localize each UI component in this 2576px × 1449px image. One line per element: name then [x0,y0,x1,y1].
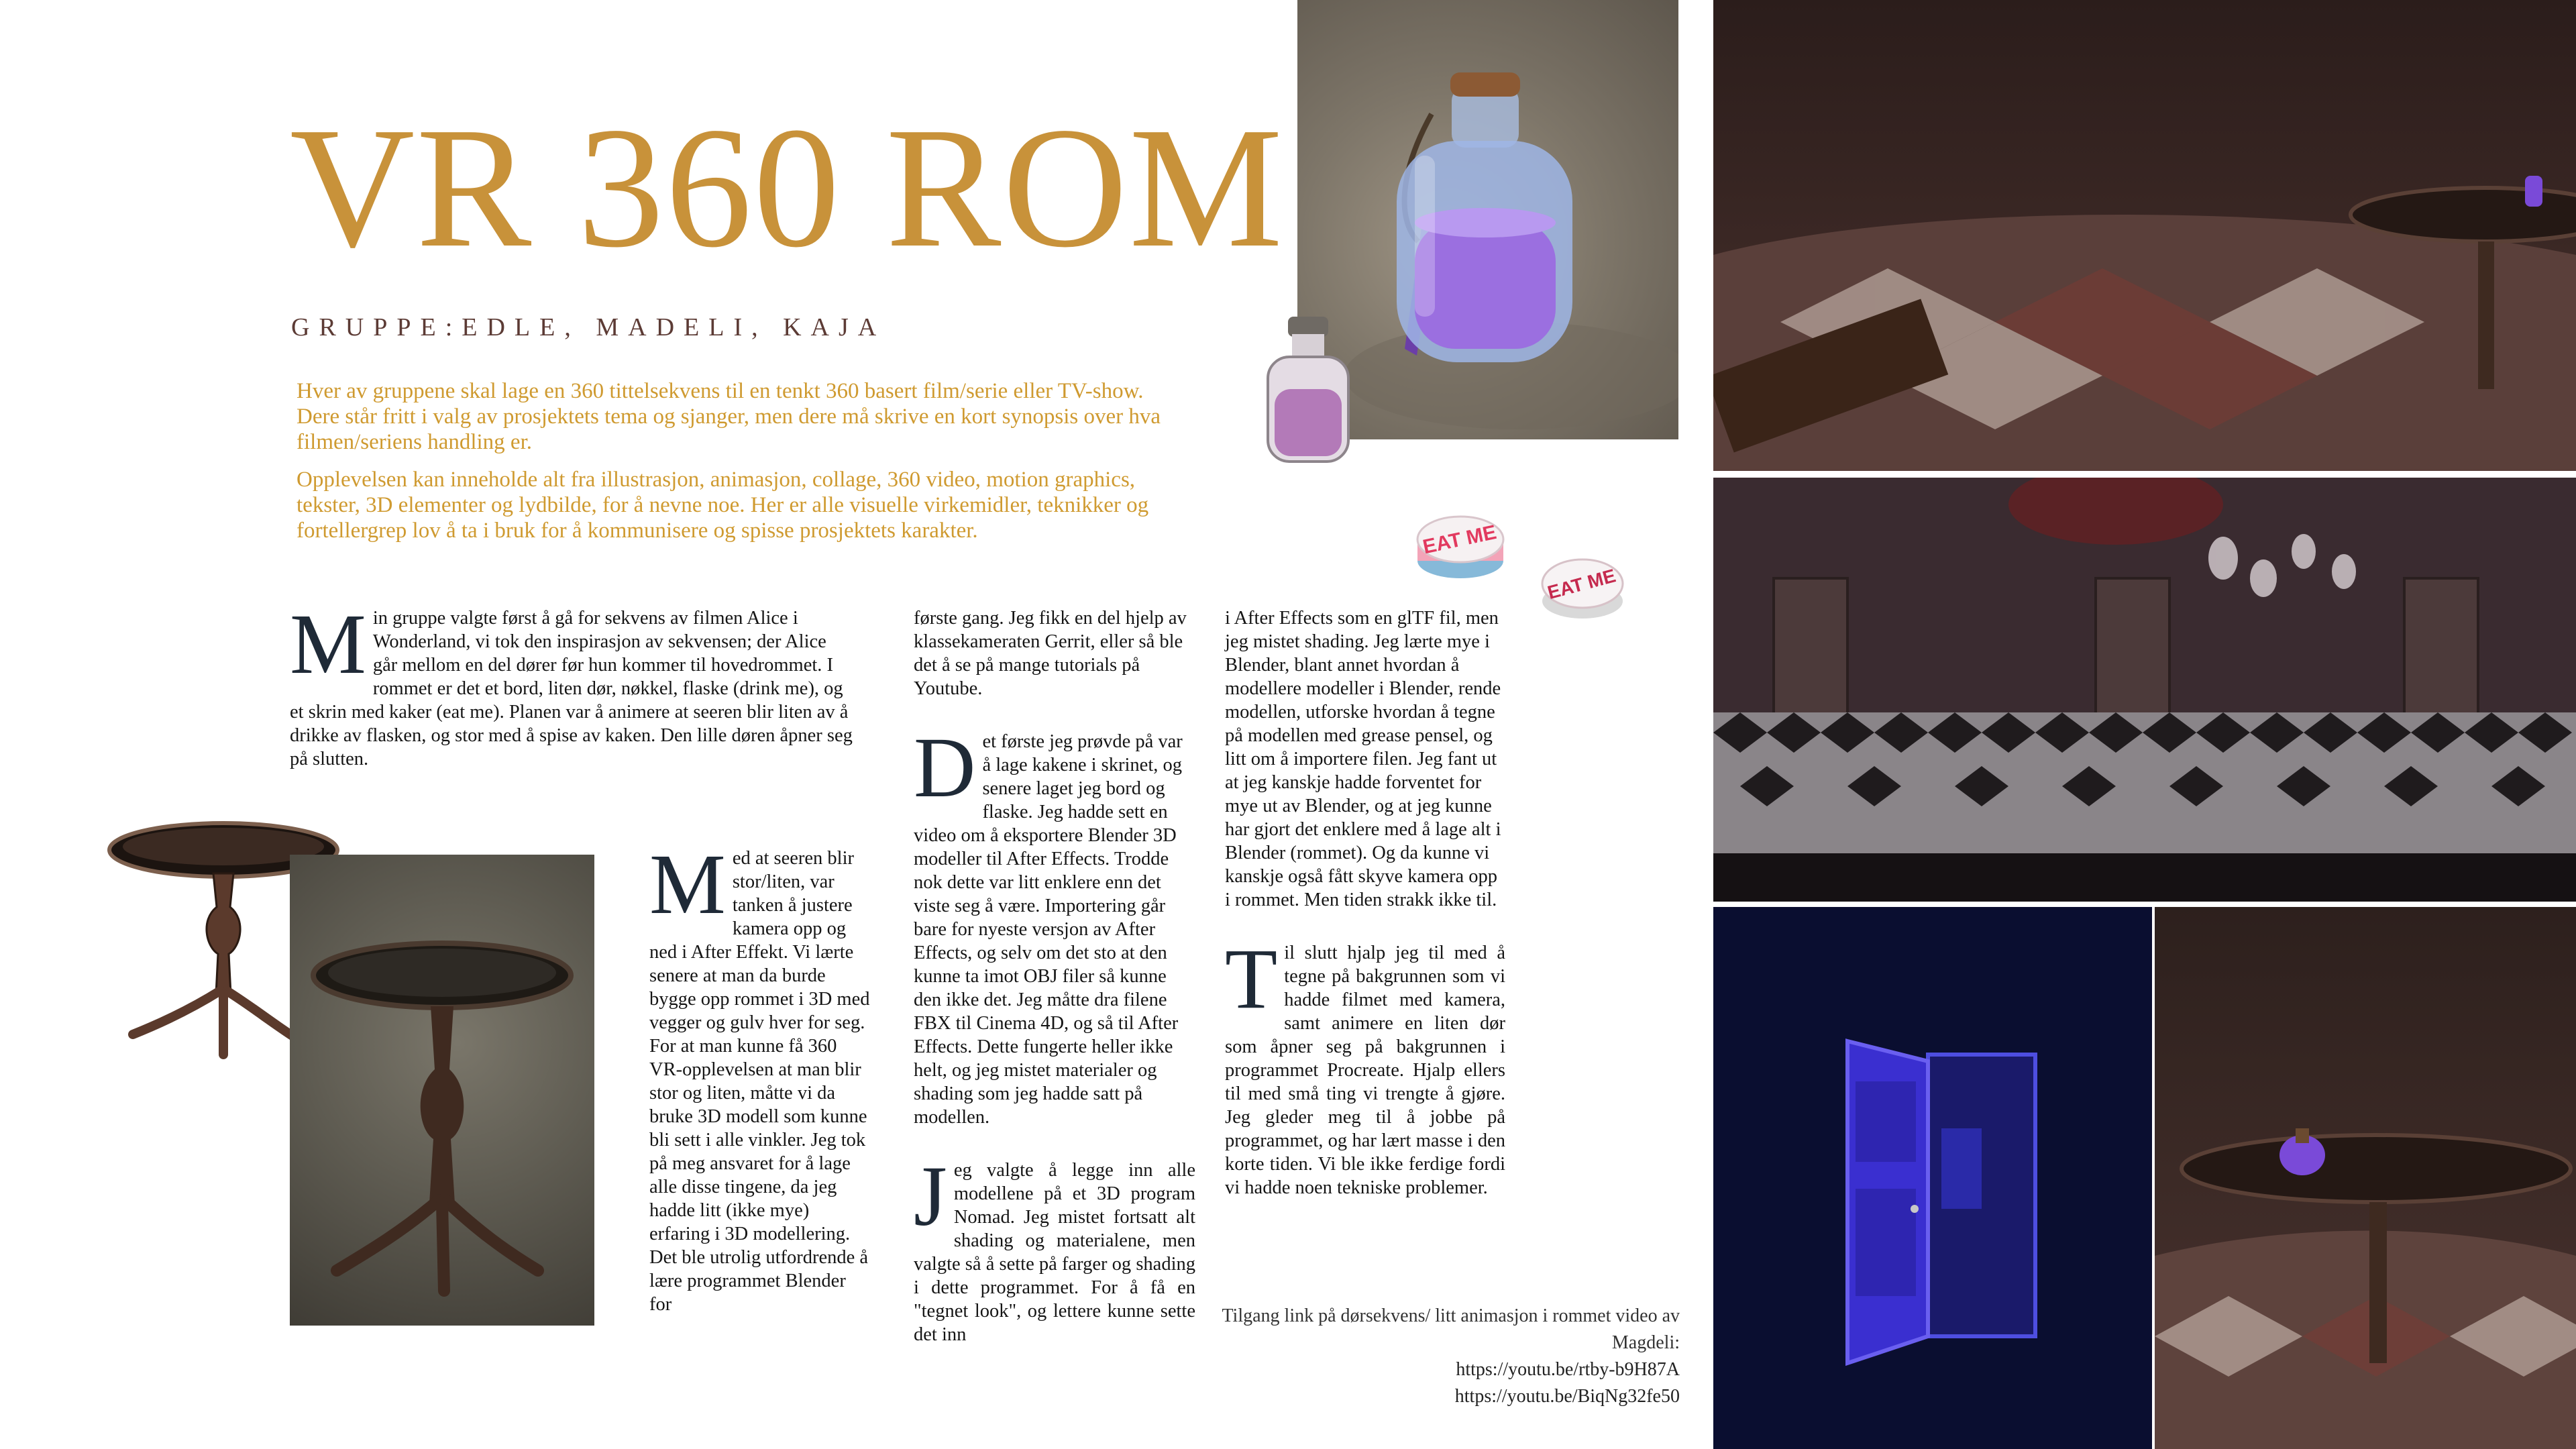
group-members: GRUPPE:EDLE, MADELI, KAJA [291,313,886,341]
table-render [290,855,594,1326]
hallway-scene [1713,478,2576,902]
intro-paragraph-1: Hver av gruppene skal lage en 360 tittelsekvens til en tenkt 360 basert film/serie eller TV-show. Dere står fritt i valg av prosjektets tema og sjanger, men dere må skrive en kort synopsis over hva filmen/seriens handling er. [297,379,1161,454]
article-paragraph-1: Min gruppe valgte først å gå for sekvens av filmen Alice i Wonderland, vi tok den inspirasjon av sekvensen; der Alice går mellom en del dører før hun kommer til hovedrommet. I rommet er det et bord, liten dør, nøkkel, flaske (drink me), og et skrin med kaker (eat me). Planen var å animere at seeren blir liten av å drikke av flasken, og stor med å spise av kaken. Den lille døren åpner seg på slutten. [290,596,853,769]
video-links [1181,1303,1680,1410]
intro-paragraph-2: Opplevelsen kan inneholde alt fra illustrasjon, animasjon, collage, 360 video, motion graphics, tekster, 3D elementer og lydbilde, for å nevne noe. Her er alle visuelle virkemidler, teknikker og fortellergrep lov å ta i bruk for å kommunisere og spisse prosjektets karakter. [297,468,1149,543]
eat-me-cake-illustration [1411,504,1509,582]
youtube-link-1[interactable]: https://youtu.be/rtby-b9H87A [1456,1359,1680,1380]
article-paragraph-6: i After Effects som en glTF fil, men jeg mistet shading. Jeg lærte mye i Blender, blant annet hvordan å modellere modeller i Blender, rende modellen, utforske hvordan å tegne på modellen med grease pensel, og litt om å importere filen. Jeg fant ut at jeg kanskje hadde forventet for mye ut av Blender, og at jeg kunne har gjort det enklere med å lage alt i Blender (rommet). Og da kunne vi kanskje også fått skyve kamera opp i rommet. Men tiden strakk ikke til. [1225,608,1501,910]
drop-cap: D [914,720,976,815]
svg-text:EAT ME: EAT ME [1421,521,1499,559]
article-paragraph-4: Det første jeg prøvde på var å lage kakene i skrinet, og senere laget jeg bord og flaske. Jeg hadde sett en video om å eksportere Blender 3D modeller til After Effects. Trodde nok dette var litt enklere enn det viste seg å være. Importering går bare for nyeste versjon av After Effects, og selv om det sto at den kunne ta imot OBJ filer så kunne den ikke det. Jeg måtte dra filene FBX til Cinema 4D, og så til After Effects. Dette fungerte heller ikke helt, og jeg mistet materialer og shading som jeg hadde satt på modellen. [914,720,1183,1128]
small-bottle-illustration [1254,310,1362,468]
youtube-link-2[interactable]: https://youtu.be/BiqNg32fe50 [1454,1386,1680,1407]
room-scene-bottom [2155,907,2576,1449]
drop-cap: M [649,837,726,932]
svg-text:EAT ME: EAT ME [1545,565,1618,604]
article-column-1 [290,596,855,771]
drop-cap: M [290,596,366,692]
blue-door-animation [1713,907,2152,1449]
drop-cap: T [1225,931,1278,1026]
links-note: Tilgang link på dørsekvens/ litt animasjon i rommet video av Magdeli: [1222,1305,1680,1353]
article-column-3 [914,606,1195,1346]
article-paragraph-3: første gang. Jeg fikk en del hjelp av klassekameraten Gerrit, eller så ble det å se på mange tutorials på Youtube. [914,608,1187,699]
article-paragraph-7: Til slutt hjalp jeg til med å tegne på bakgrunnen som vi hadde filmet med kamera, samt animere en liten dør som åpner seg på bakgrunnen i programmet Procreate. Hjalp ellers til med små ting vi trengte å gjøre. Jeg gleder meg til å jobbe på programmet, og har lært masse i den korte tiden. Vi ble ikke ferdige fordi vi hadde noen tekniske problemer. [1225,931,1505,1198]
drop-cap: J [914,1148,947,1244]
article-paragraph-5: Jeg valgte å legge inn alle modellene på et 3D program Nomad. Jeg mistet fortsatt alt shading og materialene, men valgte så å sette på farger og shading i dette programmet. For å få en "tegnet look", og lettere kunne sette det inn [914,1148,1195,1345]
eat-me-cake-illustration [1536,549,1629,623]
article-column-4 [1225,606,1505,1199]
article-column-2 [649,837,871,1316]
page-title: VR 360 ROM [290,91,1285,283]
article-paragraph-2: Med at seeren blir stor/liten, var tanken å justere kamera opp og ned i After Effekt. Vi lærte senere at man da burde bygge opp rommet i 3D med vegger og gulv hver for seg. For at man kunne få 360 VR-opplevelsen at man blir stor og liten, måtte vi da bruke 3D modell som kunne bli sett i alle vinkler. Jeg tok på meg ansvaret for å lage alle disse tingene, da jeg hadde litt (ikke mye) erfaring i 3D modellering. Det ble utrolig utfordrende å lære programmet Blender for [649,837,870,1315]
room-scene-top [1713,0,2576,471]
